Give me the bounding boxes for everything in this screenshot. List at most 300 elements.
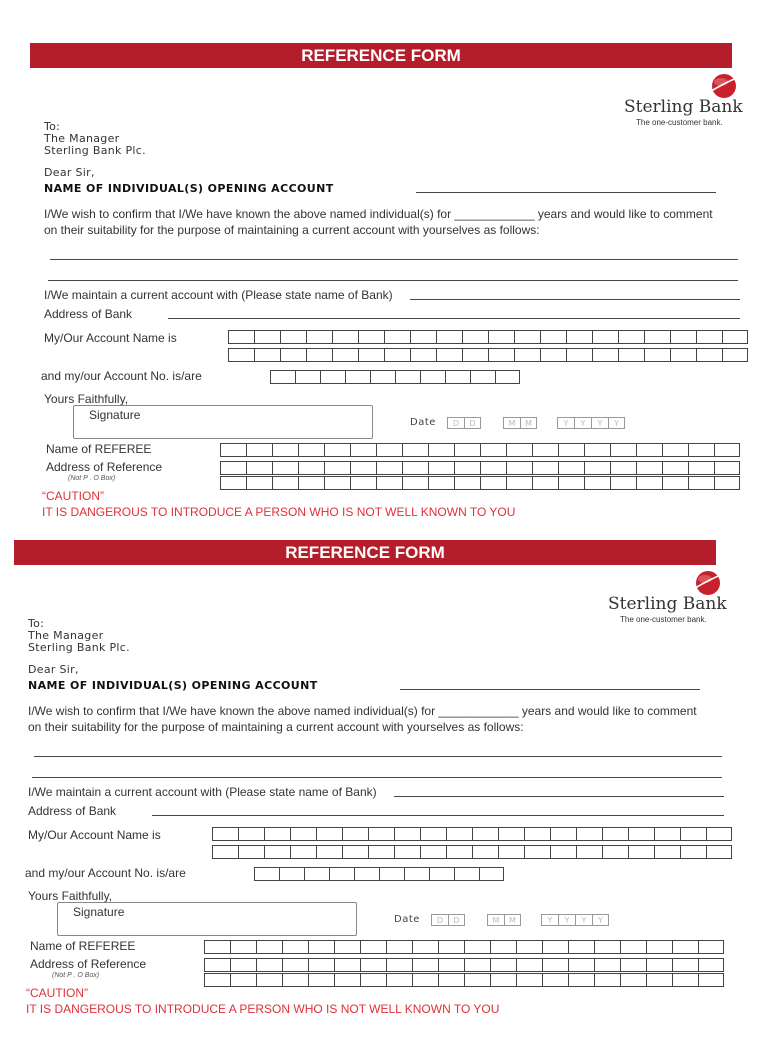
date-year-group [541, 914, 609, 926]
input-cell[interactable] [306, 348, 332, 362]
input-cell[interactable] [550, 845, 576, 859]
input-cell[interactable] [670, 330, 696, 344]
input-cell[interactable] [360, 958, 386, 972]
input-cell[interactable] [558, 461, 584, 475]
input-cell[interactable] [506, 461, 532, 475]
input-cell[interactable] [454, 867, 479, 881]
input-cell[interactable] [316, 827, 342, 841]
input-cell[interactable] [370, 370, 395, 384]
input-cell[interactable] [698, 958, 724, 972]
input-cell[interactable] [464, 958, 490, 972]
input-cell[interactable] [298, 476, 324, 490]
date-month-group [503, 417, 537, 429]
input-cell[interactable] [386, 940, 412, 954]
input-cell[interactable] [368, 827, 394, 841]
input-cell[interactable] [602, 827, 628, 841]
input-cell[interactable] [524, 827, 550, 841]
input-cell[interactable] [516, 958, 542, 972]
input-cell[interactable] [282, 940, 308, 954]
input-cell[interactable] [290, 827, 316, 841]
input-cell[interactable] [698, 940, 724, 954]
input-cell[interactable] [540, 348, 566, 362]
input-cell[interactable] [420, 827, 446, 841]
input-cell[interactable] [376, 476, 402, 490]
input-cell[interactable] [256, 958, 282, 972]
input-cell[interactable] [324, 443, 350, 457]
input-cell[interactable] [662, 443, 688, 457]
input-cell[interactable] [342, 845, 368, 859]
input-cell[interactable] [698, 973, 724, 987]
input-cell[interactable] [334, 940, 360, 954]
input-cell[interactable] [464, 940, 490, 954]
name-of-individuals-line[interactable] [400, 689, 700, 690]
input-cell[interactable] [646, 973, 672, 987]
input-cell[interactable] [594, 973, 620, 987]
input-cell[interactable] [490, 940, 516, 954]
input-cell[interactable] [576, 827, 602, 841]
input-cell[interactable] [308, 973, 334, 987]
referee-name-grid [220, 443, 740, 457]
input-cell[interactable] [204, 958, 230, 972]
input-cell[interactable] [584, 476, 610, 490]
referee-address-label: Address of Reference [30, 957, 147, 971]
input-cell[interactable] [256, 940, 282, 954]
input-cell[interactable] [428, 461, 454, 475]
input-cell[interactable] [350, 476, 376, 490]
input-cell[interactable] [212, 827, 238, 841]
input-cell[interactable] [376, 443, 402, 457]
input-cell[interactable] [332, 348, 358, 362]
input-cell[interactable] [568, 973, 594, 987]
input-cell[interactable] [246, 443, 272, 457]
input-cell[interactable] [290, 845, 316, 859]
input-cell[interactable] [438, 973, 464, 987]
input-cell[interactable] [358, 348, 384, 362]
sterling-bank-logo [608, 570, 738, 626]
input-cell[interactable] [646, 958, 672, 972]
bank-name-line[interactable] [394, 796, 724, 797]
salutation: Dear Sir, [28, 663, 79, 676]
input-cell[interactable] [220, 461, 246, 475]
bank-tagline: The one-customer bank. [620, 615, 707, 624]
input-cell[interactable] [610, 443, 636, 457]
input-cell[interactable] [576, 845, 602, 859]
input-cell[interactable] [480, 461, 506, 475]
account-name-grid-row1 [228, 330, 748, 344]
input-cell[interactable] [542, 940, 568, 954]
input-cell[interactable] [620, 973, 646, 987]
signature-label: Signature [89, 408, 141, 422]
input-cell[interactable] [376, 461, 402, 475]
confirm-text-line2: on their suitability for the purpose of maintaining a current account with yourselves as follows: [44, 223, 540, 237]
referee-address-grid-row2 [204, 973, 724, 987]
input-cell[interactable] [618, 348, 644, 362]
input-cell[interactable] [342, 827, 368, 841]
input-cell[interactable] [429, 867, 454, 881]
input-cell[interactable] [498, 827, 524, 841]
input-cell[interactable] [584, 461, 610, 475]
name-of-individuals-label: NAME OF INDIVIDUAL(S) OPENING ACCOUNT [28, 679, 318, 692]
input-cell[interactable] [384, 330, 410, 344]
date-month-cell[interactable]: M [504, 914, 521, 926]
date-label: Date [394, 914, 420, 925]
date-year-cell[interactable]: Y [608, 417, 625, 429]
input-cell[interactable] [324, 461, 350, 475]
input-cell[interactable] [480, 476, 506, 490]
input-cell[interactable] [410, 348, 436, 362]
input-cell[interactable] [636, 461, 662, 475]
signature-box[interactable] [73, 405, 373, 439]
referee-name-grid [204, 940, 724, 954]
input-cell[interactable] [438, 940, 464, 954]
input-cell[interactable] [610, 476, 636, 490]
input-cell[interactable] [532, 461, 558, 475]
input-cell[interactable] [470, 370, 495, 384]
input-cell[interactable] [714, 461, 740, 475]
input-cell[interactable] [412, 973, 438, 987]
input-cell[interactable] [304, 867, 329, 881]
input-cell[interactable] [402, 476, 428, 490]
input-cell[interactable] [334, 973, 360, 987]
signature-box[interactable] [57, 902, 357, 936]
input-cell[interactable] [472, 827, 498, 841]
confirm-text-line1: I/We wish to confirm that I/We have known the above named individual(s) for ____________ years and would like to comment [44, 207, 713, 221]
reference-form-2 [0, 540, 768, 1037]
input-cell[interactable] [472, 845, 498, 859]
input-cell[interactable] [264, 845, 290, 859]
input-cell[interactable] [696, 330, 722, 344]
input-cell[interactable] [280, 330, 306, 344]
input-cell[interactable] [592, 348, 618, 362]
input-cell[interactable] [394, 845, 420, 859]
input-cell[interactable] [204, 940, 230, 954]
date-year-cell[interactable]: Y [557, 417, 574, 429]
referee-address-grid-row2 [220, 476, 740, 490]
input-cell[interactable] [706, 827, 732, 841]
input-cell[interactable] [628, 845, 654, 859]
input-cell[interactable] [272, 443, 298, 457]
input-cell[interactable] [480, 443, 506, 457]
input-cell[interactable] [345, 370, 370, 384]
date-month-cell[interactable]: M [487, 914, 504, 926]
input-cell[interactable] [334, 958, 360, 972]
input-cell[interactable] [636, 476, 662, 490]
input-cell[interactable] [350, 461, 376, 475]
input-cell[interactable] [680, 827, 706, 841]
date-day-cell[interactable]: D [447, 417, 464, 429]
input-cell[interactable] [594, 940, 620, 954]
comment-line[interactable] [50, 259, 738, 260]
input-cell[interactable] [298, 443, 324, 457]
reference-form-1 [0, 43, 768, 540]
input-cell[interactable] [514, 348, 540, 362]
referee-address-grid-row1 [220, 461, 740, 475]
input-cell[interactable] [436, 348, 462, 362]
input-cell[interactable] [542, 973, 568, 987]
input-cell[interactable] [706, 845, 732, 859]
input-cell[interactable] [280, 348, 306, 362]
input-cell[interactable] [220, 476, 246, 490]
input-cell[interactable] [514, 330, 540, 344]
address-of-bank-line[interactable] [152, 815, 724, 816]
input-cell[interactable] [688, 476, 714, 490]
input-cell[interactable] [204, 973, 230, 987]
caution-title: “CAUTION” [26, 986, 88, 1000]
input-cell[interactable] [454, 476, 480, 490]
input-cell[interactable] [722, 348, 748, 362]
input-cell[interactable] [228, 348, 254, 362]
date-day-cell[interactable]: D [431, 914, 448, 926]
maintain-account-label: I/We maintain a current account with (Please state name of Bank) [44, 288, 393, 302]
input-cell[interactable] [644, 348, 670, 362]
date-month-group [487, 914, 521, 926]
input-cell[interactable] [282, 973, 308, 987]
input-cell[interactable] [696, 348, 722, 362]
input-cell[interactable] [672, 940, 698, 954]
input-cell[interactable] [540, 330, 566, 344]
input-cell[interactable] [329, 867, 354, 881]
not-po-box-note: (Not P . O Box) [52, 972, 100, 979]
address-of-bank-line[interactable] [168, 318, 740, 319]
input-cell[interactable] [230, 958, 256, 972]
input-cell[interactable] [722, 330, 748, 344]
input-cell[interactable] [308, 958, 334, 972]
input-cell[interactable] [272, 476, 298, 490]
comment-line[interactable] [34, 756, 722, 757]
input-cell[interactable] [662, 461, 688, 475]
input-cell[interactable] [714, 476, 740, 490]
input-cell[interactable] [646, 940, 672, 954]
address-line: To: [44, 120, 61, 133]
date-day-cell[interactable]: D [448, 914, 465, 926]
bank-tagline: The one-customer bank. [636, 118, 723, 127]
input-cell[interactable] [402, 461, 428, 475]
form-title-banner [14, 540, 716, 565]
name-of-individuals-label: NAME OF INDIVIDUAL(S) OPENING ACCOUNT [44, 182, 334, 195]
input-cell[interactable] [246, 476, 272, 490]
input-cell[interactable] [230, 973, 256, 987]
input-cell[interactable] [654, 827, 680, 841]
date-label: Date [410, 417, 436, 428]
input-cell[interactable] [428, 476, 454, 490]
input-cell[interactable] [230, 940, 256, 954]
input-cell[interactable] [490, 958, 516, 972]
input-cell[interactable] [264, 827, 290, 841]
input-cell[interactable] [602, 845, 628, 859]
input-cell[interactable] [688, 443, 714, 457]
input-cell[interactable] [462, 330, 488, 344]
input-cell[interactable] [316, 845, 342, 859]
input-cell[interactable] [358, 330, 384, 344]
addressee-block [44, 121, 146, 157]
input-cell[interactable] [568, 940, 594, 954]
input-cell[interactable] [254, 330, 280, 344]
input-cell[interactable] [680, 845, 706, 859]
input-cell[interactable] [479, 867, 504, 881]
input-cell[interactable] [354, 867, 379, 881]
input-cell[interactable] [594, 958, 620, 972]
bank-name-line[interactable] [410, 299, 740, 300]
input-cell[interactable] [420, 845, 446, 859]
caution-text: IT IS DANGEROUS TO INTRODUCE A PERSON WHO IS NOT WELL KNOWN TO YOU [26, 1002, 500, 1016]
input-cell[interactable] [568, 958, 594, 972]
input-cell[interactable] [446, 827, 472, 841]
date-year-group [557, 417, 625, 429]
input-cell[interactable] [256, 973, 282, 987]
input-cell[interactable] [462, 348, 488, 362]
input-cell[interactable] [420, 370, 445, 384]
input-cell[interactable] [495, 370, 520, 384]
account-number-grid [270, 370, 520, 384]
date-year-cell[interactable]: Y [592, 914, 609, 926]
not-po-box-note: (Not P . O Box) [68, 475, 116, 482]
salutation: Dear Sir, [44, 166, 95, 179]
input-cell[interactable] [350, 443, 376, 457]
date-day-cell[interactable]: D [464, 417, 481, 429]
input-cell[interactable] [506, 443, 532, 457]
input-cell[interactable] [306, 330, 332, 344]
input-cell[interactable] [360, 973, 386, 987]
comment-line[interactable] [48, 280, 738, 281]
input-cell[interactable] [394, 827, 420, 841]
input-cell[interactable] [714, 443, 740, 457]
input-cell[interactable] [558, 476, 584, 490]
date-month-cell[interactable]: M [520, 417, 537, 429]
input-cell[interactable] [454, 443, 480, 457]
input-cell[interactable] [320, 370, 345, 384]
date-year-cell[interactable]: Y [558, 914, 575, 926]
input-cell[interactable] [404, 867, 429, 881]
input-cell[interactable] [688, 461, 714, 475]
input-cell[interactable] [670, 348, 696, 362]
input-cell[interactable] [672, 973, 698, 987]
input-cell[interactable] [618, 330, 644, 344]
input-cell[interactable] [672, 958, 698, 972]
input-cell[interactable] [566, 330, 592, 344]
input-cell[interactable] [238, 845, 264, 859]
input-cell[interactable] [332, 330, 358, 344]
sterling-bank-logo [624, 73, 754, 129]
input-cell[interactable] [212, 845, 238, 859]
input-cell[interactable] [542, 958, 568, 972]
input-cell[interactable] [324, 476, 350, 490]
input-cell[interactable] [246, 461, 272, 475]
input-cell[interactable] [238, 827, 264, 841]
input-cell[interactable] [384, 348, 410, 362]
input-cell[interactable] [438, 958, 464, 972]
date-month-cell[interactable]: M [503, 417, 520, 429]
input-cell[interactable] [445, 370, 470, 384]
name-of-individuals-line[interactable] [416, 192, 716, 193]
input-cell[interactable] [524, 845, 550, 859]
input-cell[interactable] [532, 476, 558, 490]
comment-line[interactable] [32, 777, 722, 778]
input-cell[interactable] [412, 958, 438, 972]
caution-text: IT IS DANGEROUS TO INTRODUCE A PERSON WHO IS NOT WELL KNOWN TO YOU [42, 505, 516, 519]
form-title-banner [30, 43, 732, 68]
caution-title: “CAUTION” [42, 489, 104, 503]
input-cell[interactable] [592, 330, 618, 344]
input-cell[interactable] [386, 958, 412, 972]
input-cell[interactable] [412, 940, 438, 954]
date-year-cell[interactable]: Y [541, 914, 558, 926]
input-cell[interactable] [550, 827, 576, 841]
input-cell[interactable] [644, 330, 670, 344]
input-cell[interactable] [295, 370, 320, 384]
input-cell[interactable] [436, 330, 462, 344]
input-cell[interactable] [610, 461, 636, 475]
input-cell[interactable] [402, 443, 428, 457]
input-cell[interactable] [584, 443, 610, 457]
input-cell[interactable] [558, 443, 584, 457]
referee-name-label: Name of REFEREE [46, 442, 152, 456]
bank-name: Sterling Bank [624, 97, 743, 117]
address-line: To: [28, 617, 45, 630]
date-year-cell[interactable]: Y [575, 914, 592, 926]
address-of-bank-label: Address of Bank [44, 307, 133, 321]
input-cell[interactable] [628, 827, 654, 841]
date-year-cell[interactable]: Y [591, 417, 608, 429]
input-cell[interactable] [254, 867, 279, 881]
input-cell[interactable] [272, 461, 298, 475]
input-cell[interactable] [282, 958, 308, 972]
input-cell[interactable] [516, 973, 542, 987]
account-number-label: and my/our Account No. is/are [41, 369, 202, 383]
referee-address-grid-row1 [204, 958, 724, 972]
input-cell[interactable] [410, 330, 436, 344]
input-cell[interactable] [386, 973, 412, 987]
input-cell[interactable] [488, 348, 514, 362]
input-cell[interactable] [620, 940, 646, 954]
input-cell[interactable] [254, 348, 280, 362]
input-cell[interactable] [379, 867, 404, 881]
input-cell[interactable] [446, 845, 472, 859]
input-cell[interactable] [454, 461, 480, 475]
input-cell[interactable] [228, 330, 254, 344]
input-cell[interactable] [636, 443, 662, 457]
address-line: The Manager [44, 132, 120, 145]
input-cell[interactable] [279, 867, 304, 881]
yours-faithfully: Yours Faithfully, [28, 889, 113, 903]
input-cell[interactable] [490, 973, 516, 987]
input-cell[interactable] [654, 845, 680, 859]
addressee-block [28, 618, 130, 654]
input-cell[interactable] [488, 330, 514, 344]
input-cell[interactable] [395, 370, 420, 384]
input-cell[interactable] [662, 476, 688, 490]
input-cell[interactable] [464, 973, 490, 987]
input-cell[interactable] [516, 940, 542, 954]
input-cell[interactable] [308, 940, 334, 954]
input-cell[interactable] [506, 476, 532, 490]
input-cell[interactable] [270, 370, 295, 384]
account-name-label: My/Our Account Name is [44, 331, 177, 345]
input-cell[interactable] [220, 443, 246, 457]
date-year-cell[interactable]: Y [574, 417, 591, 429]
input-cell[interactable] [532, 443, 558, 457]
address-line: Sterling Bank Plc. [44, 144, 146, 157]
account-name-grid-row2 [212, 845, 732, 859]
account-number-label: and my/our Account No. is/are [25, 866, 186, 880]
input-cell[interactable] [298, 461, 324, 475]
input-cell[interactable] [498, 845, 524, 859]
input-cell[interactable] [566, 348, 592, 362]
input-cell[interactable] [360, 940, 386, 954]
input-cell[interactable] [368, 845, 394, 859]
address-line: Sterling Bank Plc. [28, 641, 130, 654]
input-cell[interactable] [428, 443, 454, 457]
input-cell[interactable] [620, 958, 646, 972]
